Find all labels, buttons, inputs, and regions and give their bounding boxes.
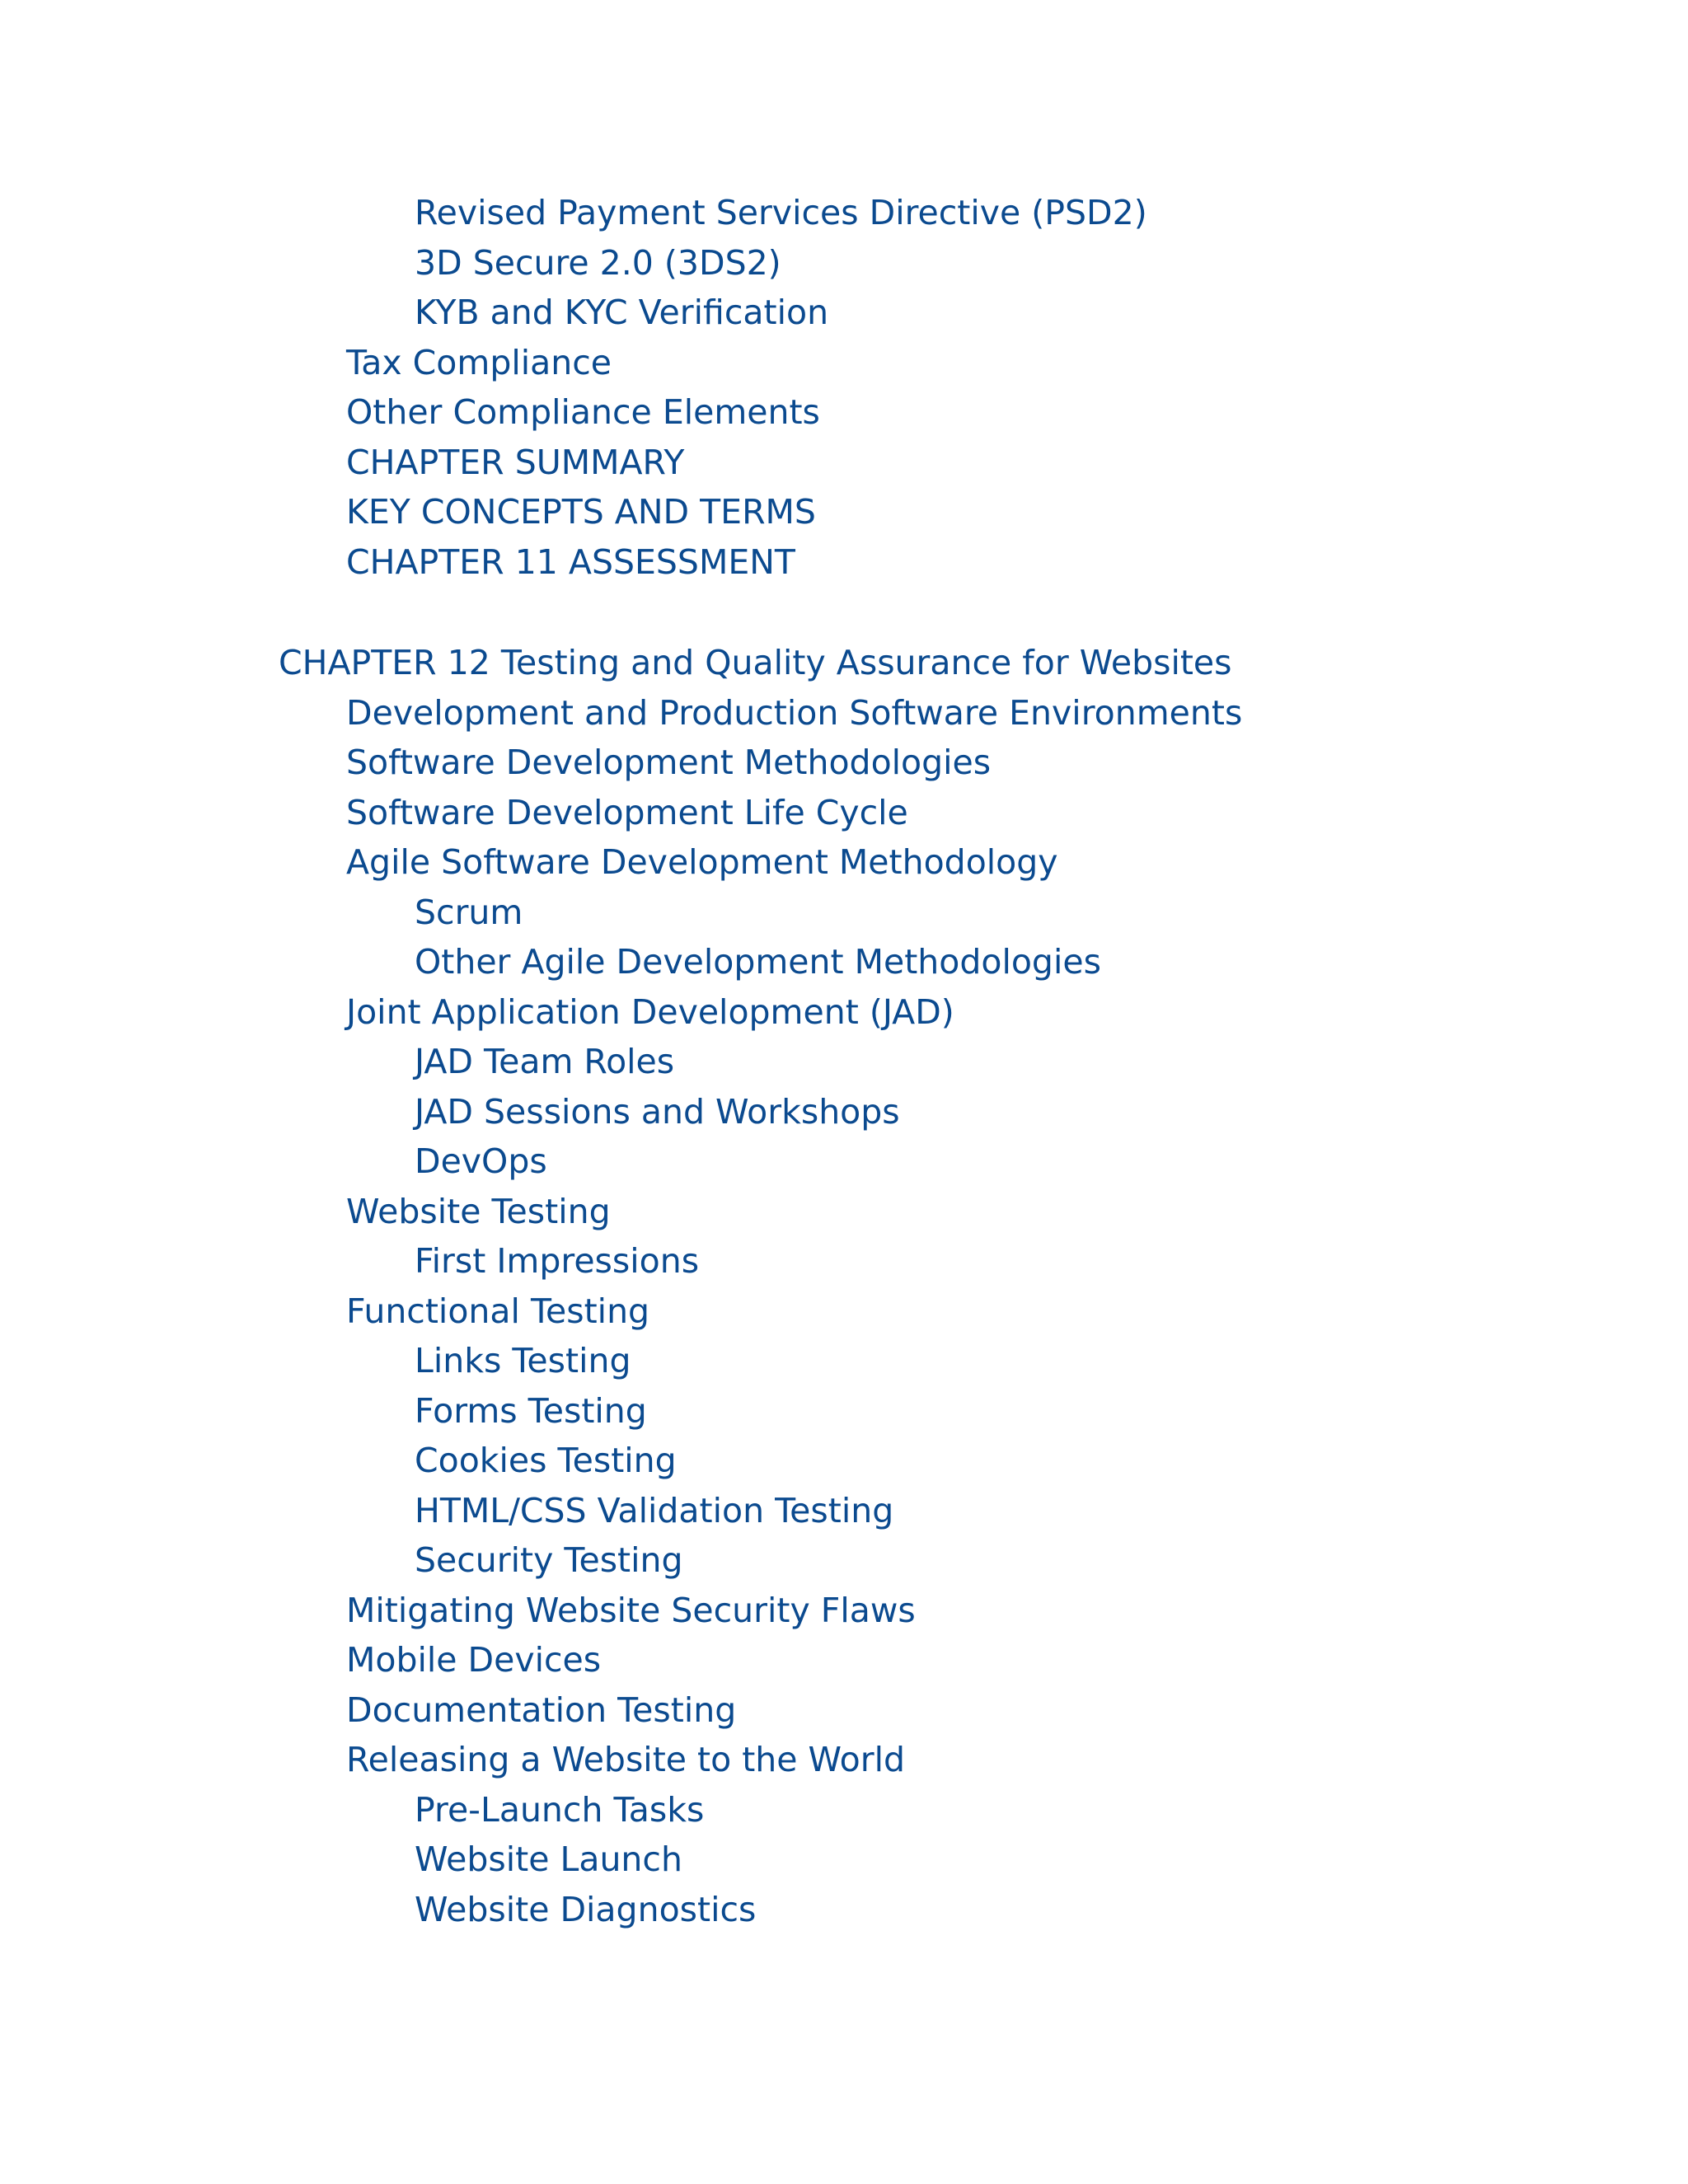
toc-chapter-12-heading[interactable]: CHAPTER 12 Testing and Quality Assurance for Websites bbox=[279, 643, 1232, 682]
toc-entry-links-testing[interactable]: Links Testing bbox=[415, 1341, 631, 1380]
toc-entry-pre-launch-tasks[interactable]: Pre-Launch Tasks bbox=[415, 1789, 705, 1830]
toc-entry-html-css-validation[interactable]: HTML/CSS Validation Testing bbox=[415, 1490, 894, 1530]
toc-entry-releasing-website[interactable]: Releasing a Website to the World bbox=[346, 1740, 906, 1779]
toc-entry-sdlc[interactable]: Software Development Life Cycle bbox=[346, 792, 908, 832]
toc-entry-website-diagnostics[interactable]: Website Diagnostics bbox=[415, 1889, 757, 1929]
toc-entry-kyb-kyc[interactable]: KYB and KYC Verification bbox=[415, 293, 829, 332]
toc-entry-mitigating-security-flaws[interactable]: Mitigating Website Security Flaws bbox=[346, 1590, 916, 1630]
toc-entry-key-concepts[interactable]: KEY CONCEPTS AND TERMS bbox=[346, 492, 816, 532]
toc-entry-mobile-devices[interactable]: Mobile Devices bbox=[346, 1640, 602, 1680]
toc-entry-jad-sessions[interactable]: JAD Sessions and Workshops bbox=[415, 1091, 900, 1132]
toc-entry-jad[interactable]: Joint Application Development (JAD) bbox=[346, 991, 954, 1032]
toc-entry-dev-prod-environments[interactable]: Development and Production Software Environments bbox=[346, 692, 1243, 733]
toc-entry-cookies-testing[interactable]: Cookies Testing bbox=[415, 1441, 677, 1480]
toc-entry-other-compliance[interactable]: Other Compliance Elements bbox=[346, 392, 820, 432]
toc-entry-functional-testing[interactable]: Functional Testing bbox=[346, 1291, 650, 1331]
toc-entry-devops[interactable]: DevOps bbox=[415, 1141, 547, 1181]
toc-entry-psd2[interactable]: Revised Payment Services Directive (PSD2) bbox=[415, 193, 1147, 232]
toc-entry-scrum[interactable]: Scrum bbox=[415, 892, 523, 932]
toc-entry-jad-team-roles[interactable]: JAD Team Roles bbox=[415, 1042, 675, 1081]
toc-entry-forms-testing[interactable]: Forms Testing bbox=[415, 1390, 647, 1431]
toc-entry-chapter-summary[interactable]: CHAPTER SUMMARY bbox=[346, 442, 685, 482]
table-of-contents bbox=[0, 188, 1688, 1934]
toc-entry-security-testing[interactable]: Security Testing bbox=[415, 1540, 683, 1580]
toc-entry-agile[interactable]: Agile Software Development Methodology bbox=[346, 842, 1058, 882]
toc-entry-chapter-11-assessment[interactable]: CHAPTER 11 ASSESSMENT bbox=[346, 541, 795, 582]
toc-entry-website-launch[interactable]: Website Launch bbox=[415, 1840, 682, 1879]
toc-entry-software-dev-methodologies[interactable]: Software Development Methodologies bbox=[346, 743, 992, 782]
toc-entry-first-impressions[interactable]: First Impressions bbox=[415, 1241, 700, 1281]
toc-entry-tax-compliance[interactable]: Tax Compliance bbox=[346, 342, 612, 382]
toc-entry-3ds2[interactable]: 3D Secure 2.0 (3DS2) bbox=[415, 242, 781, 283]
section-gap bbox=[0, 587, 1688, 638]
toc-entry-other-agile[interactable]: Other Agile Development Methodologies bbox=[415, 942, 1101, 982]
toc-entry-website-testing[interactable]: Website Testing bbox=[346, 1191, 611, 1231]
toc-entry-documentation-testing[interactable]: Documentation Testing bbox=[346, 1690, 737, 1730]
